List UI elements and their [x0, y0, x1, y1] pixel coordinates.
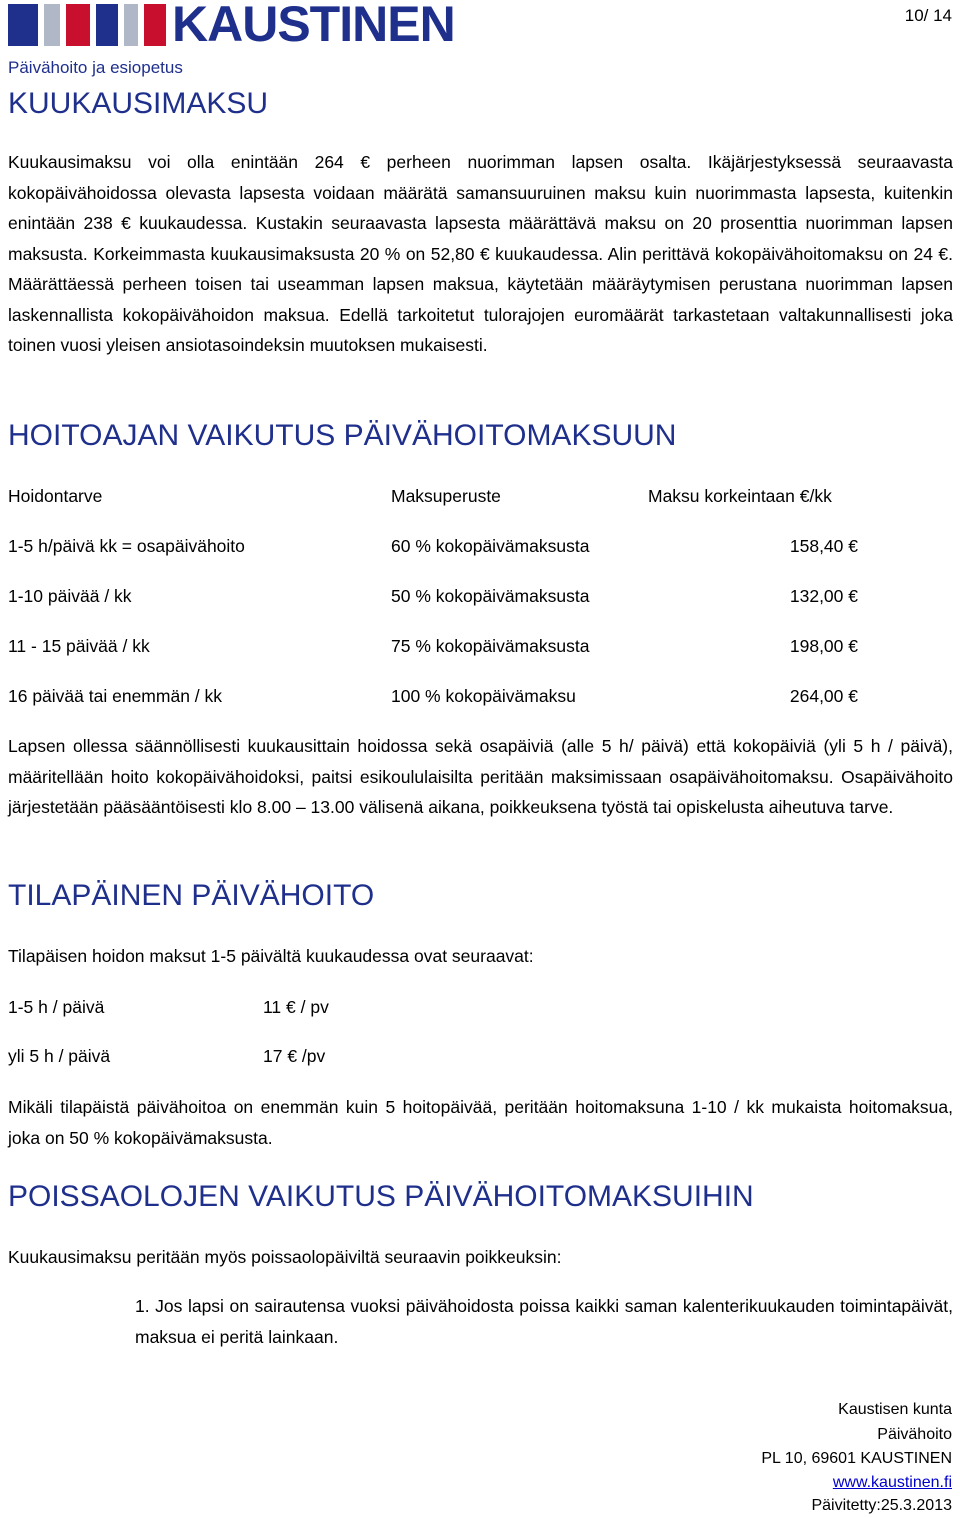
list-item: 1. Jos lapsi on sairautensa vuoksi päivähoidosta poissa kaikki saman kalenterikuukauden toimintapäivät, maksua ei peritä lainkaan.: [135, 1296, 953, 1347]
absence-intro-text: Kuukausimaksu peritään myös poissaolopäiviltä seuraavin poikkeuksin:: [8, 1247, 562, 1267]
footer-dept: Päivähoito: [877, 1426, 952, 1443]
table-cell: 1-10 päivää / kk: [8, 586, 132, 606]
intro-paragraph: Kuukausimaksu voi olla enintään 264 € perheen nuorimman lapsen osalta. Ikäjärjestyksessä seuraavasta kokopäivähoidossa olevasta lapsesta voidaan määrätä samansuuruinen maksu kuin nuorimmasta lapsesta, kuitenkin enintään 238 € kuukaudessa. Kustakin seuraavasta lapsesta määrättävä maksu on 20 prosenttia nuorimman lapsen maksusta. Korkeimmasta kuukausimaksusta 20 % on 52,80 € kuukaudessa. Alin perittävä kokopäivähoitomaksu on 24 €. Määrättäessä perheen toisen tai useamman lapsen maksua, käytetään määräytymisen perustana nuorimman lapsen laskennallista kokopäivähoidon maksua. Edellä tarkoitetut tulorajojen euromäärät tarkastetaan valtakunnallisesti joka toinen vuosi yleisen ansiotasoindeksin muutoksen mukaisesti.: [8, 152, 953, 355]
table-cell: yli 5 h / päivä: [8, 1046, 111, 1066]
footer-website-link[interactable]: www.kaustinen.fi: [832, 1474, 952, 1491]
temporary-paragraph: Mikäli tilapäistä päivähoitoa on enemmän kuin 5 hoitopäivää, peritään hoitomaksuna 1-10 / kk mukaista hoitomaksua, joka on 50 % kokopäivämaksusta.: [8, 1097, 953, 1148]
absence-intro: [8, 1244, 953, 1270]
table-row: [8, 633, 953, 659]
table-cell: 11 € / pv: [263, 997, 329, 1017]
table-row: [8, 994, 953, 1020]
table-cell: 264,00 €: [789, 686, 858, 706]
table-cell: 1-5 h / päivä: [8, 997, 105, 1017]
table-row: [8, 1043, 953, 1069]
page-title: KUUKAUSIMAKSU: [8, 87, 269, 120]
table-cell: 17 € /pv: [263, 1046, 326, 1066]
table-row: [8, 683, 953, 709]
table-cell: 60 % kokopäivämaksusta: [391, 536, 590, 556]
table-row: [8, 583, 953, 609]
section-title-temporary: TILAPÄINEN PÄIVÄHOITO: [8, 879, 375, 912]
footer-address: PL 10, 69601 KAUSTINEN: [761, 1450, 952, 1467]
header-cell: Maksuperuste: [391, 486, 501, 506]
table-row: [8, 533, 953, 559]
footer-updated: Päivitetty:25.3.2013: [811, 1497, 952, 1514]
header-cell: Maksu korkeintaan €/kk: [648, 486, 832, 506]
footer-org: Kaustisen kunta: [838, 1401, 952, 1418]
temporary-intro-text: Tilapäisen hoidon maksut 1-5 päivältä kuukaudessa ovat seuraavat:: [8, 946, 534, 966]
table-cell: 198,00 €: [789, 636, 858, 656]
table-cell: 1-5 h/päivä kk = osapäivähoito: [8, 536, 245, 556]
section-title-care-time: HOITOAJAN VAIKUTUS PÄIVÄHOITOMAKSUUN: [8, 419, 677, 452]
table-cell: 75 % kokopäivämaksusta: [391, 636, 590, 656]
temporary-intro: [8, 943, 953, 969]
logo-wordmark: KAUSTINEN: [172, 0, 455, 52]
page-subheading: Päivähoito ja esiopetus: [8, 58, 183, 77]
table-cell: 11 - 15 päivää / kk: [8, 636, 150, 656]
page-number: 10/ 14: [904, 6, 952, 25]
care-time-paragraph: Lapsen ollessa säännöllisesti kuukausittain hoidossa sekä osapäiviä (alle 5 h/ päivä) että kokopäiviä (yli 5 h / päivä), määritellään hoito kokopäivähoidoksi, paitsi esikoululaisilta peritään maksimissaan osapäivähoitomaksu. Osapäivähoito järjestetään pääsääntöisesti klo 8.00 – 13.00 välisenä aikana, poikkeuksena työstä tai opiskelusta aiheutuva tarve.: [8, 736, 953, 817]
table-cell: 132,00 €: [789, 586, 858, 606]
table-cell: 100 % kokopäivämaksu: [391, 686, 576, 706]
table-cell: 50 % kokopäivämaksusta: [391, 586, 590, 606]
table-cell: 158,40 €: [789, 536, 858, 556]
logo-stripes: [8, 4, 168, 46]
fee-table-header: [8, 483, 953, 509]
table-cell: 16 päivää tai enemmän / kk: [8, 686, 223, 706]
header-cell: Hoidontarve: [8, 486, 103, 506]
section-title-absence: POISSAOLOJEN VAIKUTUS PÄIVÄHOITOMAKSUIHIN: [8, 1180, 754, 1213]
